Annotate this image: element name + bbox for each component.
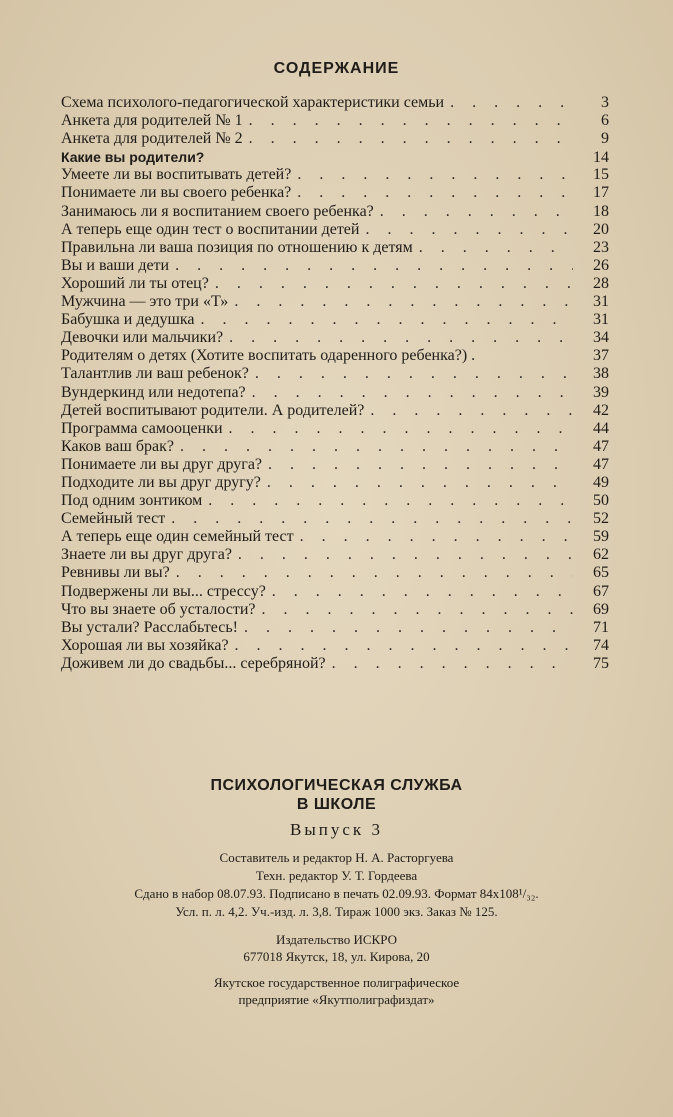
toc-entry [61,257,609,275]
toc-entry [61,564,609,582]
toc-entry [61,456,609,474]
toc-entry-page: 6 [601,112,609,130]
toc-entry-page: 26 [593,256,609,274]
toc-dot-leader [297,184,573,202]
toc-dot-leader [419,239,573,257]
toc-entry [61,474,609,492]
toc-dot-leader [215,275,573,293]
toc-entry-page: 67 [593,582,609,600]
toc-dot-leader [252,384,573,402]
toc-entry [61,311,609,329]
toc-entry-page: 75 [593,654,609,672]
toc-dot-leader [380,203,573,221]
toc-entry-title: Вы и ваши дети [61,256,170,274]
toc-entry-page: 20 [593,220,609,238]
toc-entry-title: Семейный тест [61,510,166,528]
toc-entry [61,365,609,383]
toc-entry-title: Что вы знаете об усталости? [61,600,256,618]
toc-entry-page: 18 [593,202,609,220]
toc-entry-page: 52 [593,510,609,528]
toc-entry-page: 65 [593,564,609,582]
toc-dot-leader [244,619,573,637]
toc-entry-title: Подходите ли вы друг другу? [61,473,261,491]
toc-entry [61,329,609,347]
toc-entry [61,492,609,510]
toc-entry [61,510,609,528]
toc-entry [61,601,609,619]
toc-dot-leader [175,257,573,275]
toc-dot-leader [235,637,573,655]
toc-dot-leader [208,492,573,510]
toc-dot-leader [180,438,573,456]
toc-entry-title: Ревнивы ли вы? [61,564,170,582]
imprint-compiler: Составитель и редактор Н. А. Расторгуева [219,850,454,865]
book-title-line-1: ПСИХОЛОГИЧЕСКАЯ СЛУЖБА [210,777,463,794]
toc-entry [61,293,609,311]
toc-entry [61,94,609,112]
toc-dot-leader [234,293,573,311]
toc-entry-page: 42 [593,401,609,419]
toc-entry [61,528,609,546]
toc-entry-title: Подвержены ли вы... стрессу? [61,582,266,600]
toc-dot-leader [255,365,573,383]
toc-entry [61,420,609,438]
imprint-print-details-1: Сдано в набор 08.07.93. Подписано в печать 02.09.93. Формат 84х108¹/₃₂. [134,886,539,901]
toc-entry-page: 71 [593,618,609,636]
toc-entry-page: 17 [593,184,609,202]
toc-entry-title: А теперь еще один семейный тест [61,528,294,546]
toc-entry [61,546,609,564]
toc-dot-leader [297,166,573,184]
toc-entry-title: Понимаете ли вы друг друга? [61,455,263,473]
imprint-tech-editor: Техн. редактор У. Т. Гордеева [255,868,418,883]
toc-entry-page: 28 [593,274,609,292]
toc-entry-title: Программа самооценки [61,419,223,437]
toc-entry-page: 23 [593,238,609,256]
toc-entry-page: 49 [593,473,609,491]
toc-entry-page: 62 [593,546,609,564]
toc-entry-page: 74 [593,636,609,654]
toc-entry-page: 34 [593,329,609,347]
toc-dot-leader [300,528,573,546]
toc-entry [61,275,609,293]
toc-dot-leader [238,546,573,564]
toc-dot-leader [249,112,573,130]
toc-dot-leader [365,221,573,239]
toc-dot-leader [332,655,573,673]
toc-entry-title: Хороший ли ты отец? [61,274,209,292]
toc-entry-title: Схема психолого-педагогической характеристики семьи [61,94,445,111]
toc-entry-title: Знаете ли вы друг друга? [61,546,232,564]
toc-entry [61,130,609,148]
toc-dot-leader [268,456,573,474]
toc-entry [61,166,609,184]
toc-entry-page: 14 [593,149,609,167]
toc-entry [61,112,609,130]
toc-entry [61,637,609,655]
toc-entry-page: 31 [593,311,609,329]
toc-entry-title: Умеете ли вы воспитывать детей? [61,166,292,184]
toc-entry [61,347,609,365]
toc-entry-title: Вы устали? Расслабьтесь! [61,618,238,636]
toc-entry-title: Вундеркинд или недотепа? [61,383,246,401]
toc-dot-leader [267,474,573,492]
toc-dot-leader [229,329,573,347]
toc-entry [61,583,609,601]
toc-entry-page: 15 [593,166,609,184]
toc-entry-page: 3 [601,94,609,111]
toc-entry-page: 50 [593,492,609,510]
toc-entry-title: А теперь еще один тест о воспитании детей [61,220,360,238]
book-title-line-2: В ШКОЛЕ [296,796,377,813]
toc-entry [61,619,609,637]
toc-entry-page: 59 [593,528,609,546]
toc-entry-title: Анкета для родителей № 2 [61,130,243,148]
toc-entry-page: 37 [593,347,609,365]
imprint-address: 677018 Якутск, 18, ул. Кирова, 20 [243,949,430,964]
toc-entry-title: Какие вы родители? [61,149,205,166]
toc-entry-page: 38 [593,365,609,383]
toc-entry-title: Анкета для родителей № 1 [61,112,243,130]
toc-entry-title: Под одним зонтиком [61,492,203,510]
imprint-print-details-2: Усл. п. л. 4,2. Уч.-изд. л. 3,8. Тираж 1000 экз. Заказ № 125. [175,904,498,919]
toc-entry-page: 31 [593,293,609,311]
toc-entry [61,221,609,239]
toc-entry-title: Правильна ли ваша позиция по отношению к детям [61,238,413,256]
toc-entry-title: Мужчина — это три «Т» [61,293,229,311]
toc-entry [61,402,609,420]
toc-entry [61,148,609,166]
toc-entry [61,655,609,673]
toc-entry-page: 9 [601,130,609,148]
book-title [0,776,673,814]
imprint-printer-1: Якутское государственное полиграфическое [213,975,460,990]
toc-entry-title: Талантлив ли ваш ребенок? [61,365,249,383]
imprint-publisher: Издательство ИСКРО [276,932,397,947]
imprint-printer-2: предприятие «Якутполиграфиздат» [238,992,435,1007]
toc-entry-title: Занимаюсь ли я воспитанием своего ребенка? [61,202,374,220]
toc-heading: СОДЕРЖАНИЕ [273,60,400,77]
toc-entry-title: Доживем ли до свадьбы... серебряной? [61,654,326,672]
toc-entry [61,184,609,202]
toc-entry [61,239,609,257]
toc-dot-leader [261,601,573,619]
toc-dot-leader [171,510,573,528]
toc-dot-leader [229,420,573,438]
toc-entry-title: Детей воспитывают родители. А родителей? [61,401,365,419]
toc-entry-page: 44 [593,419,609,437]
toc-dot-leader [370,402,573,420]
table-of-contents [61,94,609,673]
toc-entry-page: 39 [593,383,609,401]
toc-entry [61,438,609,456]
toc-entry-title: Бабушка и дедушка [61,311,195,329]
toc-entry-title: Хорошая ли вы хозяйка? [61,636,229,654]
toc-entry-page: 47 [593,437,609,455]
toc-entry-title: Девочки или мальчики? [61,329,224,347]
toc-entry [61,384,609,402]
toc-entry [61,203,609,221]
toc-entry-title: Каков ваш брак? [61,437,174,455]
toc-dot-leader [450,94,573,112]
toc-dot-leader [272,583,573,601]
issue-number: Выпуск 3 [290,820,383,839]
toc-dot-leader [249,130,573,148]
toc-entry-page: 69 [593,600,609,618]
toc-dot-leader [200,311,573,329]
toc-dot-leader [176,564,573,582]
toc-entry-page: 47 [593,455,609,473]
toc-entry-title: Родителям о детях (Хотите воспитать одаренного ребенка?) . [61,347,476,365]
toc-entry-title: Понимаете ли вы своего ребенка? [61,184,292,202]
